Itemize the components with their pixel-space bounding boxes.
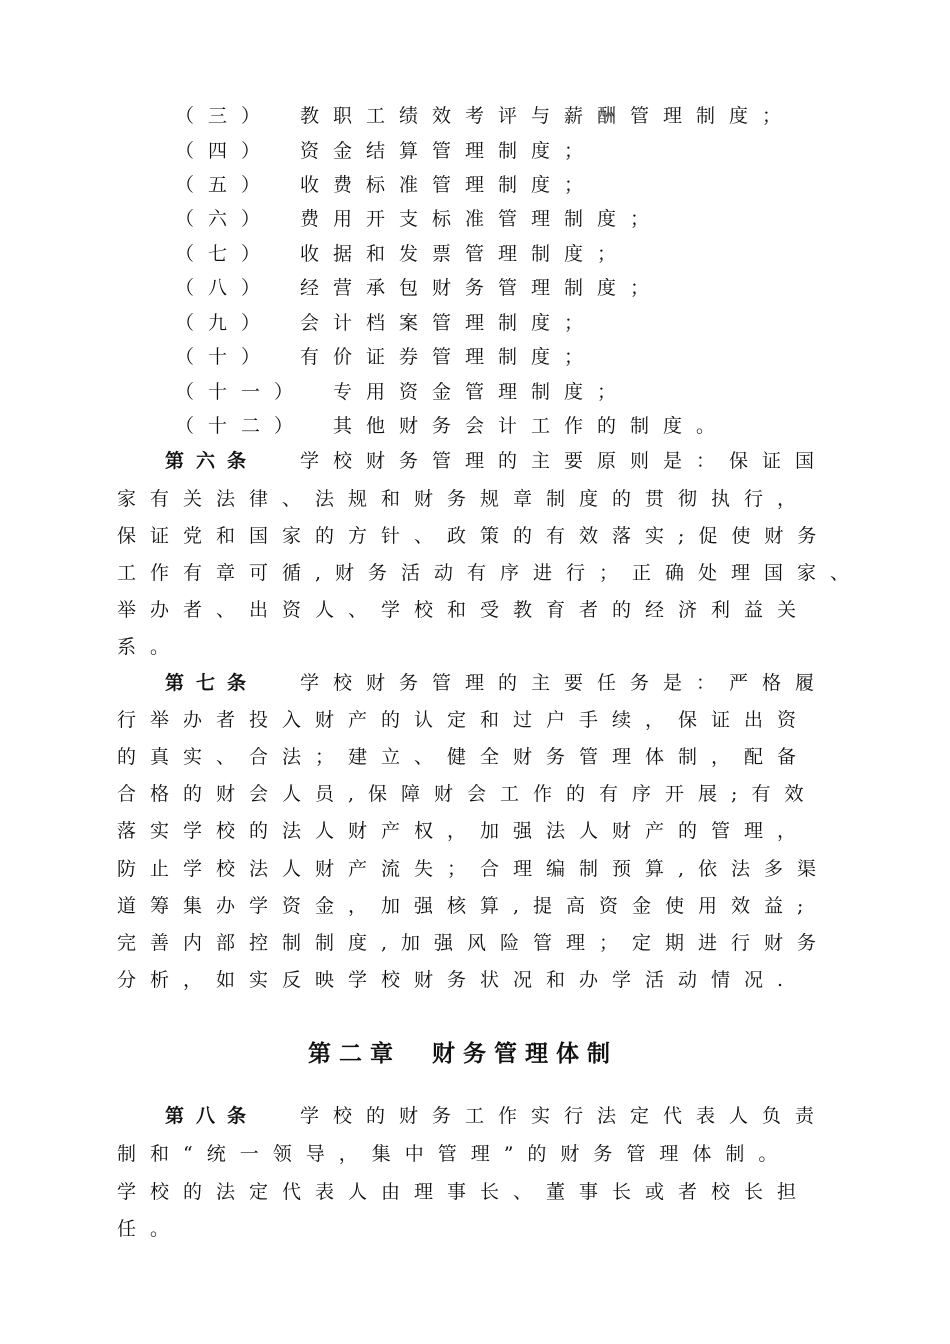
article-line: 工作有章可循,财务活动有序进行；正确处理国家、: [117, 562, 864, 584]
article-line: 任。: [117, 1218, 184, 1240]
list-item-number: （九）: [175, 312, 275, 334]
article-line: 的真实、合法；建立、健全财务管理体制，配备: [117, 746, 811, 768]
article-line: 道筹集办学资金，加强核算,提高资金使用效益;: [117, 895, 818, 917]
article-line: 合格的财会人员,保障财会工作的有序开展;有效: [117, 783, 818, 805]
article-line: 分析，如实反映学校财务状况和办学活动情况.: [117, 969, 798, 991]
list-item-number: （十一）: [175, 381, 308, 403]
list-item-text: 教职工绩效考评与薪酬管理制度；: [300, 105, 796, 127]
article-line: 制和“统一领导，集中管理”的财务管理体制。: [117, 1143, 792, 1165]
list-item-number: （七）: [175, 243, 275, 265]
list-item-text: 收费标准管理制度；: [300, 174, 598, 196]
list-item-text: 专用资金管理制度；: [333, 381, 631, 403]
article-line: 学校财务管理的主要原则是：保证国: [300, 450, 829, 472]
list-item-text: 费用开支标准管理制度；: [300, 208, 664, 230]
article-line: 行举办者投入财产的认定和过户手续，保证出资: [117, 709, 811, 731]
list-item-number: （五）: [175, 174, 275, 196]
list-item-text: 有价证券管理制度；: [300, 346, 598, 368]
list-item-text: 收据和发票管理制度；: [300, 243, 631, 265]
list-item-number: （四）: [175, 140, 275, 162]
list-item-number: （十二）: [175, 415, 308, 437]
article-title: 第八条: [165, 1105, 259, 1127]
list-item-number: （十）: [175, 346, 275, 368]
article-line: 学校的法定代表人由理事长、董事长或者校长担: [117, 1181, 811, 1203]
article-line: 学校财务管理的主要任务是：严格履: [300, 672, 829, 694]
article-line: 系。: [117, 636, 184, 658]
list-item-text: 资金结算管理制度；: [300, 140, 598, 162]
list-item-text: 会计档案管理制度；: [300, 312, 598, 334]
article-line: 家有关法律、法规和财务规章制度的贯彻执行，: [117, 488, 811, 510]
article-line: 学校的财务工作实行法定代表人负责: [300, 1105, 829, 1127]
list-item-number: （三）: [175, 105, 275, 127]
article-title: 第六条: [165, 450, 259, 472]
article-line: 落实学校的法人财产权，加强法人财产的管理，: [117, 820, 811, 842]
article-line: 防止学校法人财产流失；合理编制预算,依法多渠: [117, 858, 831, 880]
list-item-text: 经营承包财务管理制度；: [300, 277, 664, 299]
article-line: 保证党和国家的方针、政策的有效落实;促使财务: [117, 525, 831, 547]
list-item-text: 其他财务会计工作的制度。: [333, 415, 730, 437]
article-title: 第七条: [165, 672, 259, 694]
article-line: 完善内部控制制度,加强风险管理；定期进行财务: [117, 932, 831, 954]
article-line: 举办者、出资人、学校和受教育者的经济利益关: [117, 599, 811, 621]
list-item-number: （八）: [175, 277, 275, 299]
chapter-heading: 第二章 财务管理体制: [308, 1041, 618, 1067]
list-item-number: （六）: [175, 208, 275, 230]
